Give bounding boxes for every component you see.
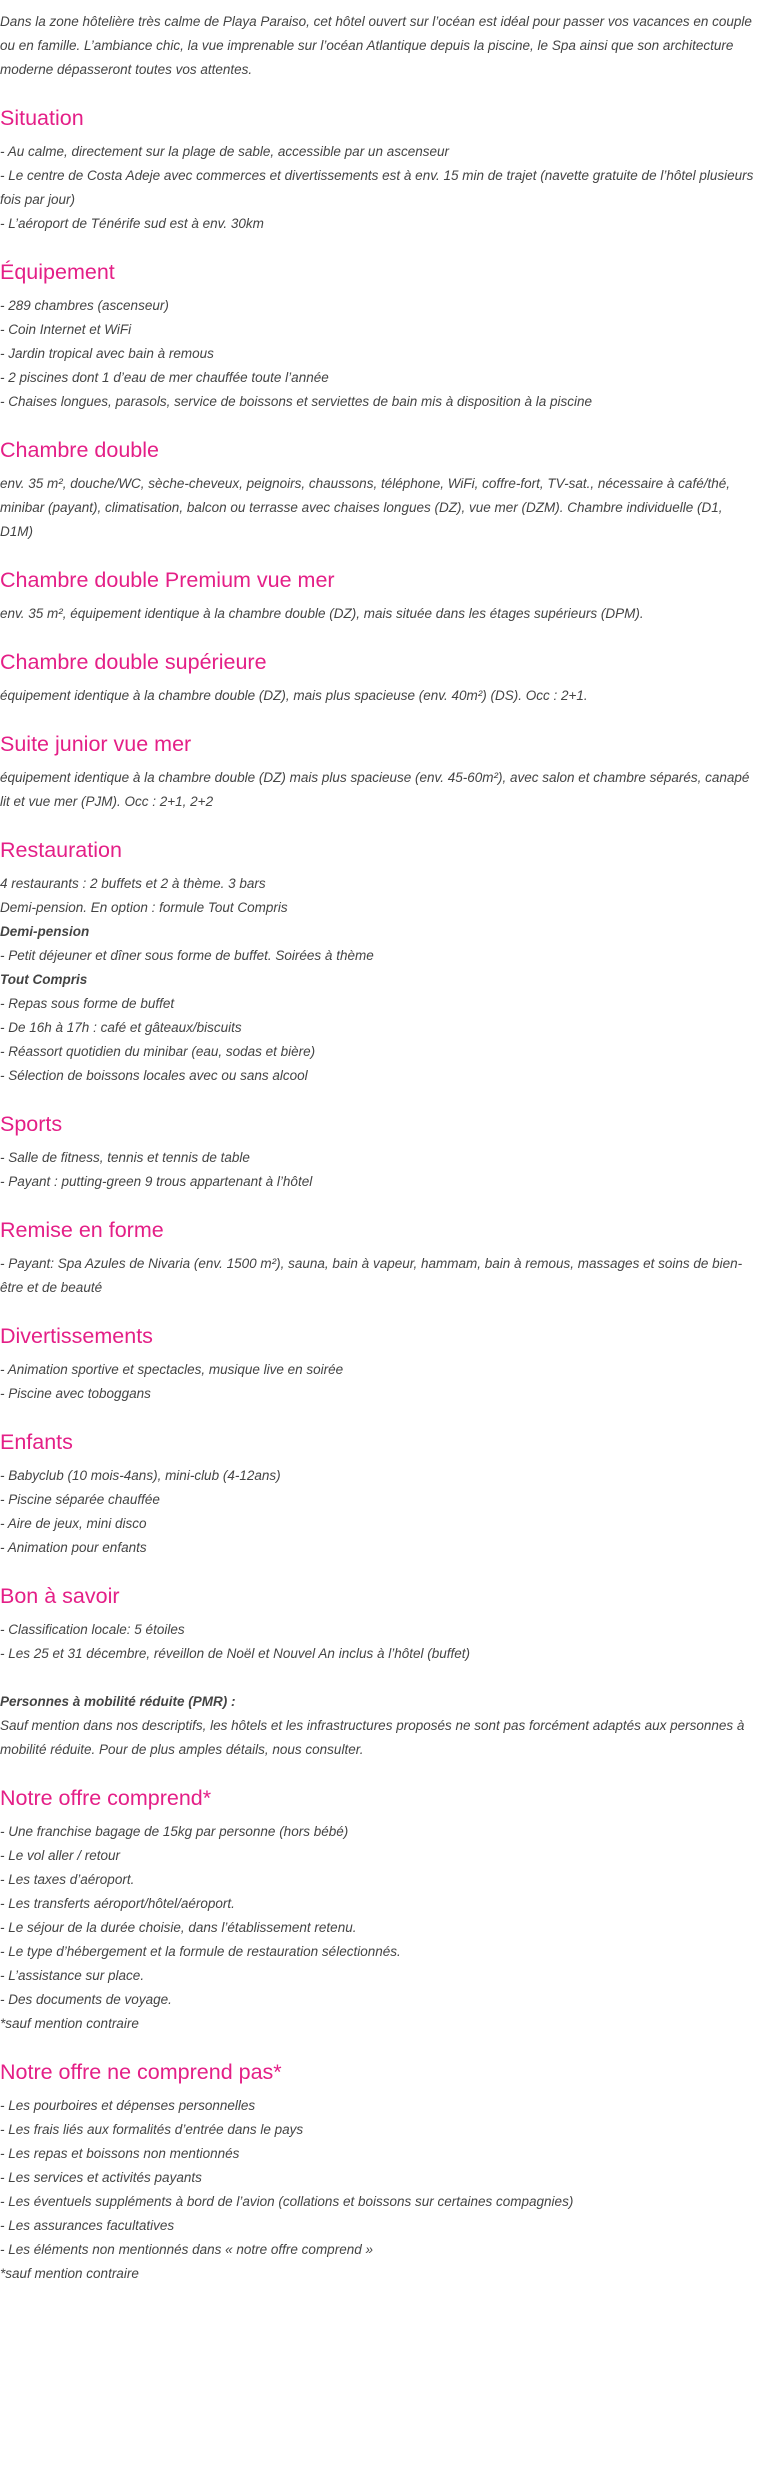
- section-title: Situation: [0, 106, 84, 130]
- section-line: - L’assistance sur place.: [0, 1968, 145, 1983]
- section-line: - Payant: Spa Azules de Nivaria (env. 1500 m²), sauna, bain à vapeur, hammam, bain à remous, massages et soins de bien-être et de beauté: [0, 1256, 743, 1295]
- section-title: Équipement: [0, 260, 115, 284]
- section-line: - Payant : putting-green 9 trous appartenant à l’hôtel: [0, 1174, 313, 1189]
- section-line: 4 restaurants : 2 buffets et 2 à thème. 3 bars: [0, 876, 266, 891]
- section-title: Notre offre comprend*: [0, 1786, 212, 1810]
- section-bon-a-savoir: [0, 1582, 758, 1762]
- section-remise-en-forme: [0, 1216, 758, 1300]
- section-title: Remise en forme: [0, 1218, 164, 1242]
- section-sports: [0, 1110, 758, 1194]
- section-notre-offre-ne-comprend-pas: [0, 2058, 758, 2286]
- hotel-description-page: [0, 10, 758, 2286]
- section-equipement: [0, 258, 758, 414]
- section-line: Sauf mention dans nos descriptifs, les hôtels et les infrastructures proposés ne sont pas forcément adaptés aux personnes à mobilité réduite. Pour de plus amples détails, nous consulter.: [0, 1718, 745, 1757]
- section-line: - Salle de fitness, tennis et tennis de table: [0, 1150, 250, 1165]
- section-spacer: [0, 1666, 758, 1690]
- section-line: - Les pourboires et dépenses personnelles: [0, 2098, 256, 2113]
- section-line: - Animation pour enfants: [0, 1540, 147, 1555]
- section-title: Bon à savoir: [0, 1584, 120, 1608]
- section-line: - De 16h à 17h : café et gâteaux/biscuits: [0, 1020, 242, 1035]
- section-title: Chambre double supérieure: [0, 650, 267, 674]
- section-title: Suite junior vue mer: [0, 732, 192, 756]
- section-situation: [0, 104, 758, 236]
- section-chambre-double-superieure: [0, 648, 758, 708]
- section-line: env. 35 m², douche/WC, sèche-cheveux, peignoirs, chaussons, téléphone, WiFi, coffre-fort, TV-sat., nécessaire à café/thé, minibar (payant), climatisation, balcon ou terrasse avec chaises longues (DZ), vue mer (DZM). Chambre individuelle (D1, D1M): [0, 476, 730, 539]
- section-line: *sauf mention contraire: [0, 2016, 139, 2031]
- sections-container: [0, 104, 758, 2286]
- section-line: - Aire de jeux, mini disco: [0, 1516, 147, 1531]
- section-line: - Les frais liés aux formalités d’entrée dans le pays: [0, 2122, 304, 2137]
- section-line: - Babyclub (10 mois-4ans), mini-club (4-12ans): [0, 1468, 281, 1483]
- section-line: équipement identique à la chambre double (DZ) mais plus spacieuse (env. 45-60m²), avec salon et chambre séparés, canapé lit et vue mer (PJM). Occ : 2+1, 2+2: [0, 770, 750, 809]
- section-line: - Le séjour de la durée choisie, dans l’établissement retenu.: [0, 1920, 357, 1935]
- section-line: - Des documents de voyage.: [0, 1992, 172, 2007]
- section-title: Divertissements: [0, 1324, 153, 1348]
- section-line: - Les assurances facultatives: [0, 2218, 175, 2233]
- section-line: - Le vol aller / retour: [0, 1848, 121, 1863]
- section-subheading: Demi-pension: [0, 924, 90, 939]
- section-subheading: Tout Compris: [0, 972, 88, 987]
- section-line: - 289 chambres (ascenseur): [0, 298, 169, 313]
- section-line: équipement identique à la chambre double (DZ), mais plus spacieuse (env. 40m²) (DS). Occ : 2+1.: [0, 688, 588, 703]
- section-title: Notre offre ne comprend pas*: [0, 2060, 282, 2084]
- section-line: - Le centre de Costa Adeje avec commerces et divertissements est à env. 15 min de trajet (navette gratuite de l’hôtel plusieurs fois par jour): [0, 168, 754, 207]
- section-subheading: Personnes à mobilité réduite (PMR) :: [0, 1694, 236, 1709]
- section-line: - L’aéroport de Ténérife sud est à env. 30km: [0, 216, 264, 231]
- section-line: - Les éléments non mentionnés dans « notre offre comprend »: [0, 2242, 373, 2257]
- section-line: - Repas sous forme de buffet: [0, 996, 175, 1011]
- section-line: - Les transferts aéroport/hôtel/aéroport.: [0, 1896, 235, 1911]
- section-title: Restauration: [0, 838, 122, 862]
- section-line: - Classification locale: 5 étoiles: [0, 1622, 185, 1637]
- section-enfants: [0, 1428, 758, 1560]
- section-line: Demi-pension. En option : formule Tout Compris: [0, 900, 288, 915]
- section-line: - Animation sportive et spectacles, musique live en soirée: [0, 1362, 344, 1377]
- section-line: - Piscine avec toboggans: [0, 1386, 151, 1401]
- section-line: - Les 25 et 31 décembre, réveillon de Noël et Nouvel An inclus à l’hôtel (buffet): [0, 1646, 471, 1661]
- section-line: - Réassort quotidien du minibar (eau, sodas et bière): [0, 1044, 316, 1059]
- section-line: - Coin Internet et WiFi: [0, 322, 132, 337]
- intro-paragraph: Dans la zone hôtelière très calme de Playa Paraiso, cet hôtel ouvert sur l’océan est idéal pour passer vos vacances en couple ou en famille. L’ambiance chic, la vue imprenable sur l’océan Atlantique depuis la piscine, le Spa ainsi que son architecture moderne dépasseront toutes vos attentes.: [0, 14, 752, 77]
- section-title: Enfants: [0, 1430, 73, 1454]
- section-line: - Sélection de boissons locales avec ou sans alcool: [0, 1068, 308, 1083]
- section-divertissements: [0, 1322, 758, 1406]
- section-line: - Les éventuels suppléments à bord de l’avion (collations et boissons sur certaines compagnies): [0, 2194, 574, 2209]
- section-line: *sauf mention contraire: [0, 2266, 139, 2281]
- section-line: - Au calme, directement sur la plage de sable, accessible par un ascenseur: [0, 144, 449, 159]
- section-line: - Le type d’hébergement et la formule de restauration sélectionnés.: [0, 1944, 401, 1959]
- section-title: Chambre double: [0, 438, 159, 462]
- section-line: - 2 piscines dont 1 d’eau de mer chauffée toute l’année: [0, 370, 329, 385]
- section-title: Sports: [0, 1112, 63, 1136]
- section-title: Chambre double Premium vue mer: [0, 568, 335, 592]
- section-line: - Petit déjeuner et dîner sous forme de buffet. Soirées à thème: [0, 948, 374, 963]
- section-chambre-double: [0, 436, 758, 544]
- section-line: - Piscine séparée chauffée: [0, 1492, 160, 1507]
- section-line: - Chaises longues, parasols, service de boissons et serviettes de bain mis à disposition à la piscine: [0, 394, 593, 409]
- section-line: env. 35 m², équipement identique à la chambre double (DZ), mais située dans les étages supérieurs (DPM).: [0, 606, 644, 621]
- section-restauration: [0, 836, 758, 1088]
- section-line: - Les services et activités payants: [0, 2170, 202, 2185]
- section-line: - Les taxes d’aéroport.: [0, 1872, 135, 1887]
- section-line: - Une franchise bagage de 15kg par personne (hors bébé): [0, 1824, 349, 1839]
- section-line: - Jardin tropical avec bain à remous: [0, 346, 214, 361]
- section-suite-junior-vue-mer: [0, 730, 758, 814]
- section-line: - Les repas et boissons non mentionnés: [0, 2146, 240, 2161]
- section-chambre-double-premium-vue-mer: [0, 566, 758, 626]
- section-notre-offre-comprend: [0, 1784, 758, 2036]
